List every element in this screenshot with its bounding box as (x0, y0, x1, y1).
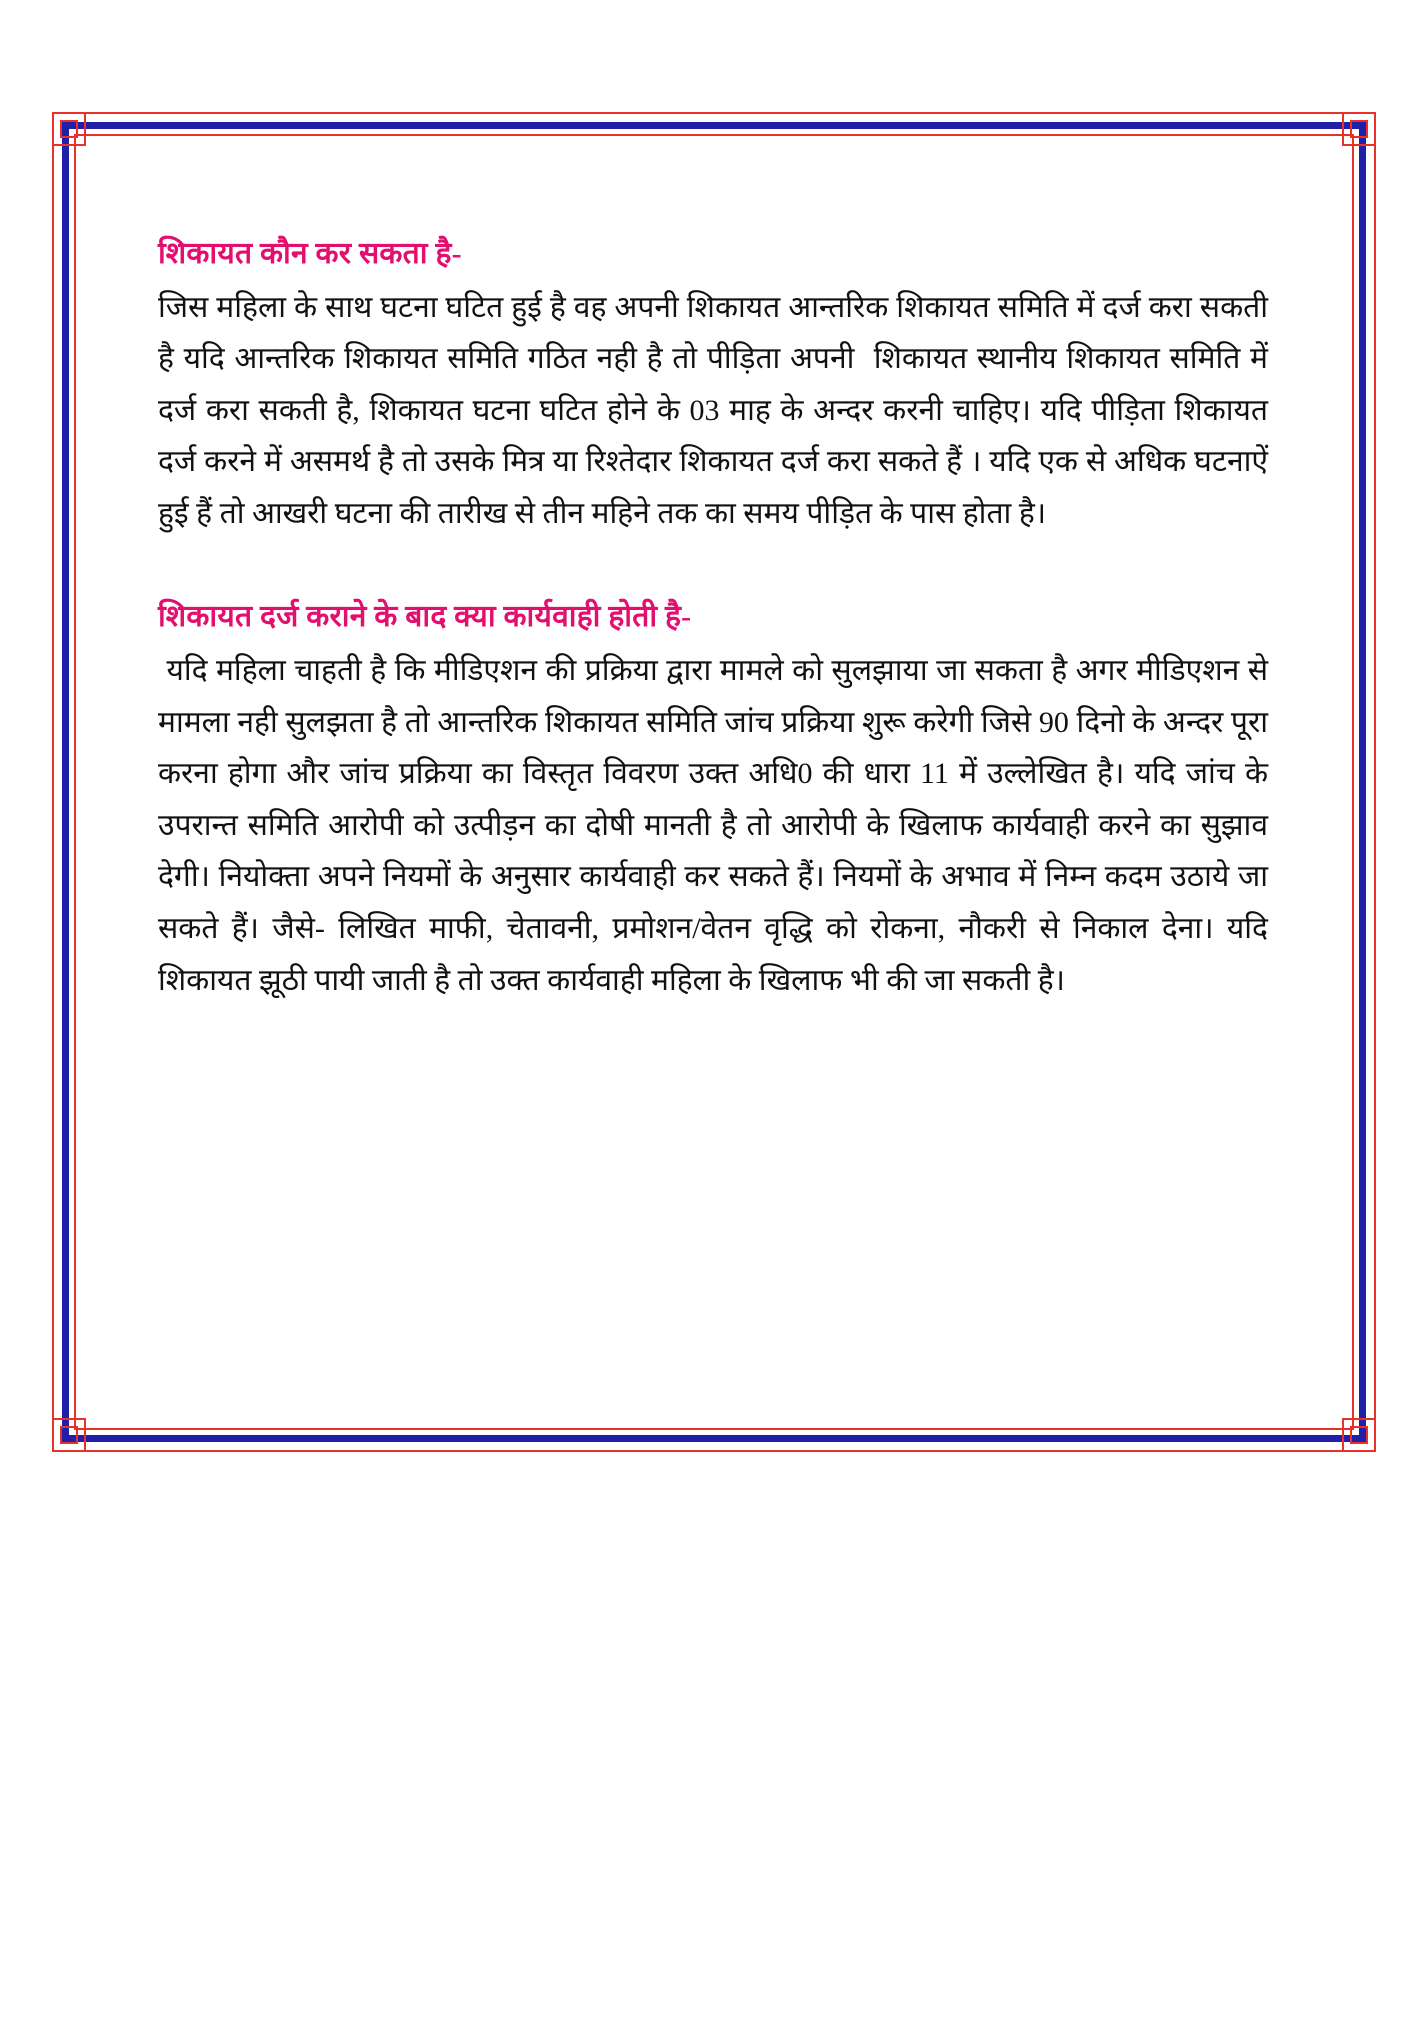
corner-ornament-top-right (1342, 112, 1376, 146)
corner-ornament-top-left (52, 112, 86, 146)
section-who-can-complain (158, 232, 1276, 539)
section-body: जिस महिला के साथ घटना घटित हुई है वह अपनी शिकायत आन्तरिक शिकायत समिति में दर्ज करा सकती है यदि आन्तरिक शिकायत समिति गठित नही है तो पीड़िता अपनी शिकायत स्थानीय शिकायत समिति में दर्ज करा सकती है, शिकायत घटना घटित होने के 03 माह के अन्दर करनी चाहिए। यदि पीड़िता शिकायत दर्ज करने में असमर्थ है तो उसके मित्र या रिश्तेदार शिकायत दर्ज करा सकते हैं । यदि एक से अधिक घटनाऐं हुई हैं तो आखरी घटना की तारीख से तीन महिने तक का समय पीड़ित के पास होता है। (158, 290, 1276, 530)
section-heading: शिकायत कौन कर सकता है- (158, 237, 462, 270)
section-body: यदि महिला चाहती है कि मीडिएशन की प्रक्रिया द्वारा मामले को सुलझाया जा सकता है अगर मीडिएशन से मामला नही सुलझता है तो आन्तरिक शिकायत समिति जांच प्रक्रिया शुरू करेगी जिसे 90 दिनो के अन्दर पूरा करना होगा और जांच प्रक्रिया का विस्तृत विवरण उक्त अधि0 की धारा 11 में उल्लेखित है। यदि जांच के उपरान्त समिति आरोपी को उत्पीड़न का दोषी मानती है तो आरोपी के खिलाफ कार्यवाही करने का सुझाव देगी। नियोक्ता अपने नियमों के अनुसार कार्यवाही कर सकते हैं। नियमों के अभाव में निम्न कदम उठाये जा सकते हैं। जैसे- लिखित माफी, चेतावनी, प्रमोशन/वेतन वृद्धि को रोकना, नौकरी से निकाल देना। यदि शिकायत झूठी पायी जाती है तो उक्त कार्यवाही महिला के खिलाफ भी की जा सकती है। (158, 653, 1276, 997)
corner-ornament-bottom-right (1342, 1418, 1376, 1452)
section-action-after-complaint (158, 595, 1276, 1006)
section-heading: शिकायत दर्ज कराने के बाद क्या कार्यवाही होती है- (158, 600, 692, 634)
corner-ornament-bottom-left (52, 1418, 86, 1452)
document-content (158, 232, 1276, 1006)
